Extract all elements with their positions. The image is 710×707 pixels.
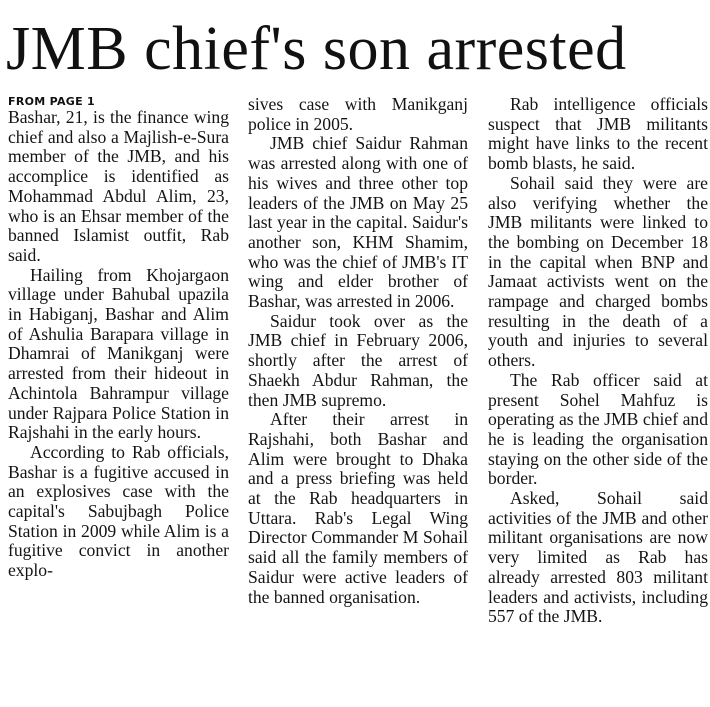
article-column-2 bbox=[248, 95, 468, 607]
headline: JMB chief's son arrested bbox=[6, 15, 627, 83]
paragraph: The Rab officer said at present Sohel Mahfuz is operating as the JMB chief and he is leading the organisation staying on the other side of the border. bbox=[488, 369, 708, 489]
paragraph: Bashar, 21, is the finance wing chief and also a Majlish-e-Sura member of the JMB, and his accomplice is identified as Mohammad Abdul Alim, 23, who is an Ehsar member of the banned Islamist outfit, Rab said. bbox=[8, 107, 229, 265]
paragraph: Rab intelligence officials suspect that JMB militants might have links to the recent bomb blasts, he said. bbox=[488, 94, 708, 174]
paragraph: sives case with Manikganj police in 2005. bbox=[248, 94, 468, 134]
paragraph: After their arrest in Rajshahi, both Bashar and Alim were brought to Dhaka and a press briefing was held at the Rab headquarters in Uttara. Rab's Legal Wing Director Commander M Sohail said all the family members of Saidur were active leaders of the banned organisation. bbox=[248, 409, 468, 607]
paragraph: JMB chief Saidur Rahman was arrested along with one of his wives and three other top leaders of the JMB on May 25 last year in the capital. Saidur's another son, KHM Shamim, who was the chief of JMB's IT wing and elder brother of Bashar, was arrested in 2006. bbox=[248, 133, 468, 312]
paragraph: According to Rab officials, Bashar is a fugitive accused in an explosives case with the capital's Sabujbagh Police Station in 2009 while Alim is a fugitive convict in another explo- bbox=[8, 441, 229, 581]
article-column-1 bbox=[8, 95, 229, 581]
article-column-3 bbox=[488, 95, 708, 627]
from-page-kicker: FROM PAGE 1 bbox=[8, 95, 96, 108]
paragraph: Sohail said they were are also verifying whether the JMB militants were linked to the bombing on December 18 in the capital when BNP and Jamaat activists went on the rampage and charged bombs resulting in the death of a youth and injuries to several others. bbox=[488, 172, 708, 371]
paragraph: Saidur took over as the JMB chief in February 2006, shortly after the arrest of Shaekh Abdur Rahman, the then JMB supremo. bbox=[248, 310, 468, 410]
paragraph: Asked, Sohail said activities of the JMB and other militant organisations are now very limited as Rab has already arrested 803 militant leaders and activists, including 557 of the JMB. bbox=[488, 488, 708, 627]
paragraph: Hailing from Khojargaon village under Bahubal upazila in Habiganj, Bashar and Alim of Ashulia Barapara village in Dhamrai of Manikganj were arrested from their hideout in Achintola Bahrampur village under Rajpara Police Station in Rajshahi in the early hours. bbox=[8, 264, 229, 443]
